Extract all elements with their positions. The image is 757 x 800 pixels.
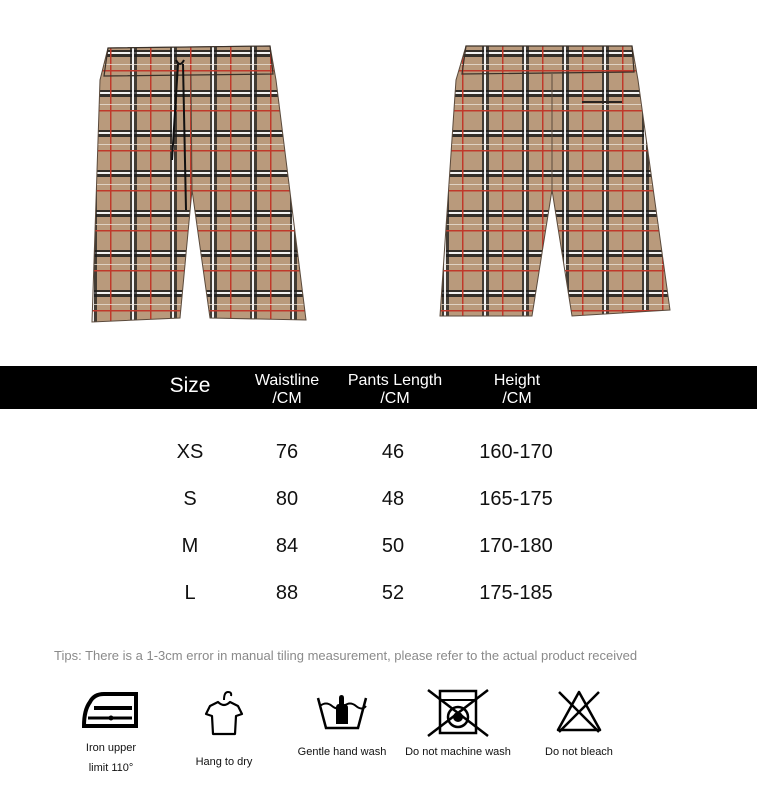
size-table-header [0, 366, 757, 409]
cell-waist: 76 [275, 441, 299, 463]
table-row [0, 441, 757, 471]
hand-wash-icon [314, 688, 370, 732]
measurement-tip: Tips: There is a 1-3cm error in manual tiling measurement, please refer to the actual product received [54, 648, 638, 663]
care-no-bleach [524, 688, 634, 762]
cell-height: 175-185 [479, 582, 553, 604]
header-waistline: Waistline /CM [254, 372, 320, 407]
cell-waist: 80 [275, 488, 299, 510]
table-row [0, 535, 757, 565]
no-bleach-icon [554, 688, 604, 734]
care-label: Do not bleach [545, 746, 613, 758]
cell-length: 52 [381, 582, 405, 604]
care-hang-dry [169, 688, 279, 772]
care-label: limit 110° [88, 762, 134, 774]
table-row [0, 582, 757, 612]
table-row [0, 488, 757, 518]
cell-height: 165-175 [479, 488, 553, 510]
care-label: Hang to dry [195, 756, 253, 768]
cell-size: S [183, 488, 197, 510]
header-height: Height /CM [493, 372, 541, 407]
care-label: Gentle hand wash [297, 746, 387, 758]
cell-length: 50 [381, 535, 405, 557]
cell-waist: 88 [275, 582, 299, 604]
care-no-machine-wash [403, 688, 513, 762]
cell-size: XS [176, 441, 204, 463]
no-machine-wash-icon [426, 688, 490, 738]
cell-height: 170-180 [479, 535, 553, 557]
cell-size: L [184, 582, 196, 604]
care-iron [56, 688, 166, 778]
front-view-shorts [80, 40, 320, 330]
iron-icon [80, 688, 142, 732]
cell-height: 160-170 [479, 441, 553, 463]
hang-dry-icon [202, 688, 246, 738]
cell-length: 46 [381, 441, 405, 463]
care-label: Do not machine wash [405, 746, 511, 758]
cell-length: 48 [381, 488, 405, 510]
care-hand-wash [287, 688, 397, 762]
care-label: Iron upper [85, 742, 137, 754]
cell-waist: 84 [275, 535, 299, 557]
back-view-shorts [432, 40, 672, 330]
cell-size: M [181, 535, 199, 557]
header-size: Size [169, 374, 211, 397]
header-pants-length: Pants Length /CM [347, 372, 443, 407]
